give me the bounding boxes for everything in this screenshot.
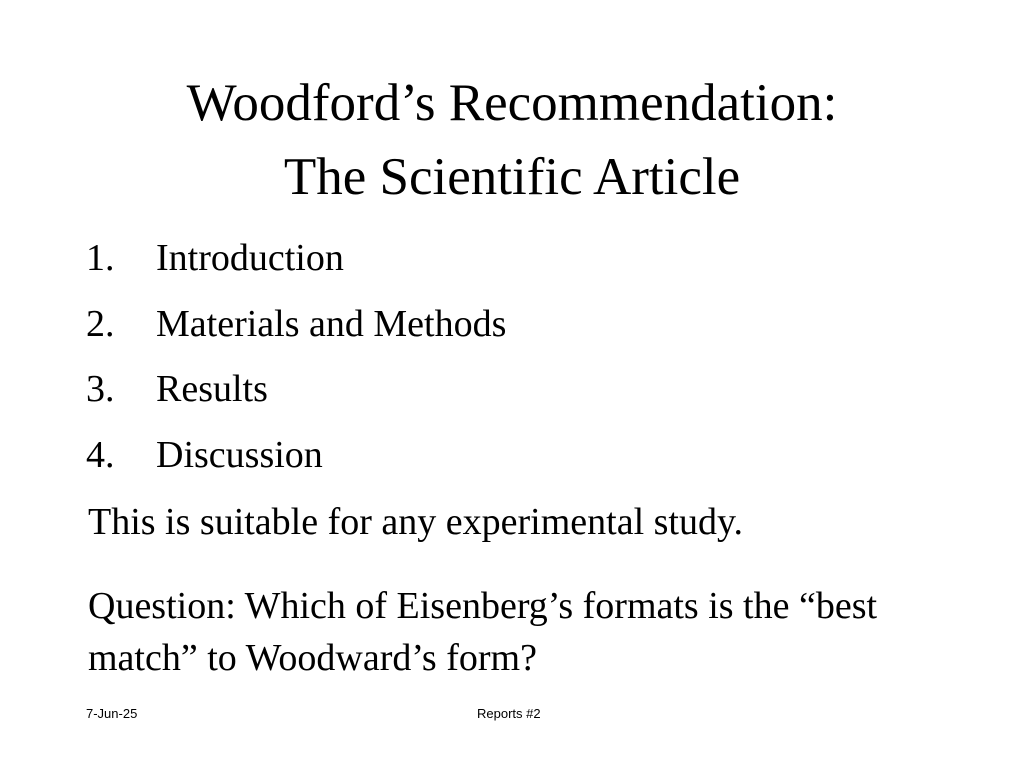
- list-item-number: 3.: [86, 368, 115, 410]
- list-item: [86, 232, 946, 298]
- title-line-1: Woodford’s Recommendation:: [186, 74, 838, 132]
- list-item-text: Results: [156, 368, 268, 410]
- footer-date: 7-Jun-25: [86, 706, 138, 721]
- list-item: [86, 429, 946, 495]
- list-item-number: 1.: [86, 237, 115, 279]
- slide-title: [0, 66, 1024, 214]
- title-line-2: The Scientific Article: [283, 148, 741, 206]
- footer-title: Reports #2: [477, 706, 541, 721]
- list-item-text: Discussion: [156, 433, 323, 476]
- question-text: Question: Which of Eisenberg’s formats is the “best match” to Woodward’s form?: [88, 585, 878, 679]
- list-item: [86, 298, 946, 364]
- list-item: [86, 363, 946, 429]
- list-item-number: 4.: [86, 433, 115, 476]
- list-item-text: Introduction: [156, 237, 344, 279]
- list-item-number: 2.: [86, 302, 115, 345]
- numbered-list: [86, 232, 946, 494]
- suitability-statement: This is suitable for any experimental study.: [88, 501, 743, 543]
- list-item-text: Materials and Methods: [156, 302, 507, 345]
